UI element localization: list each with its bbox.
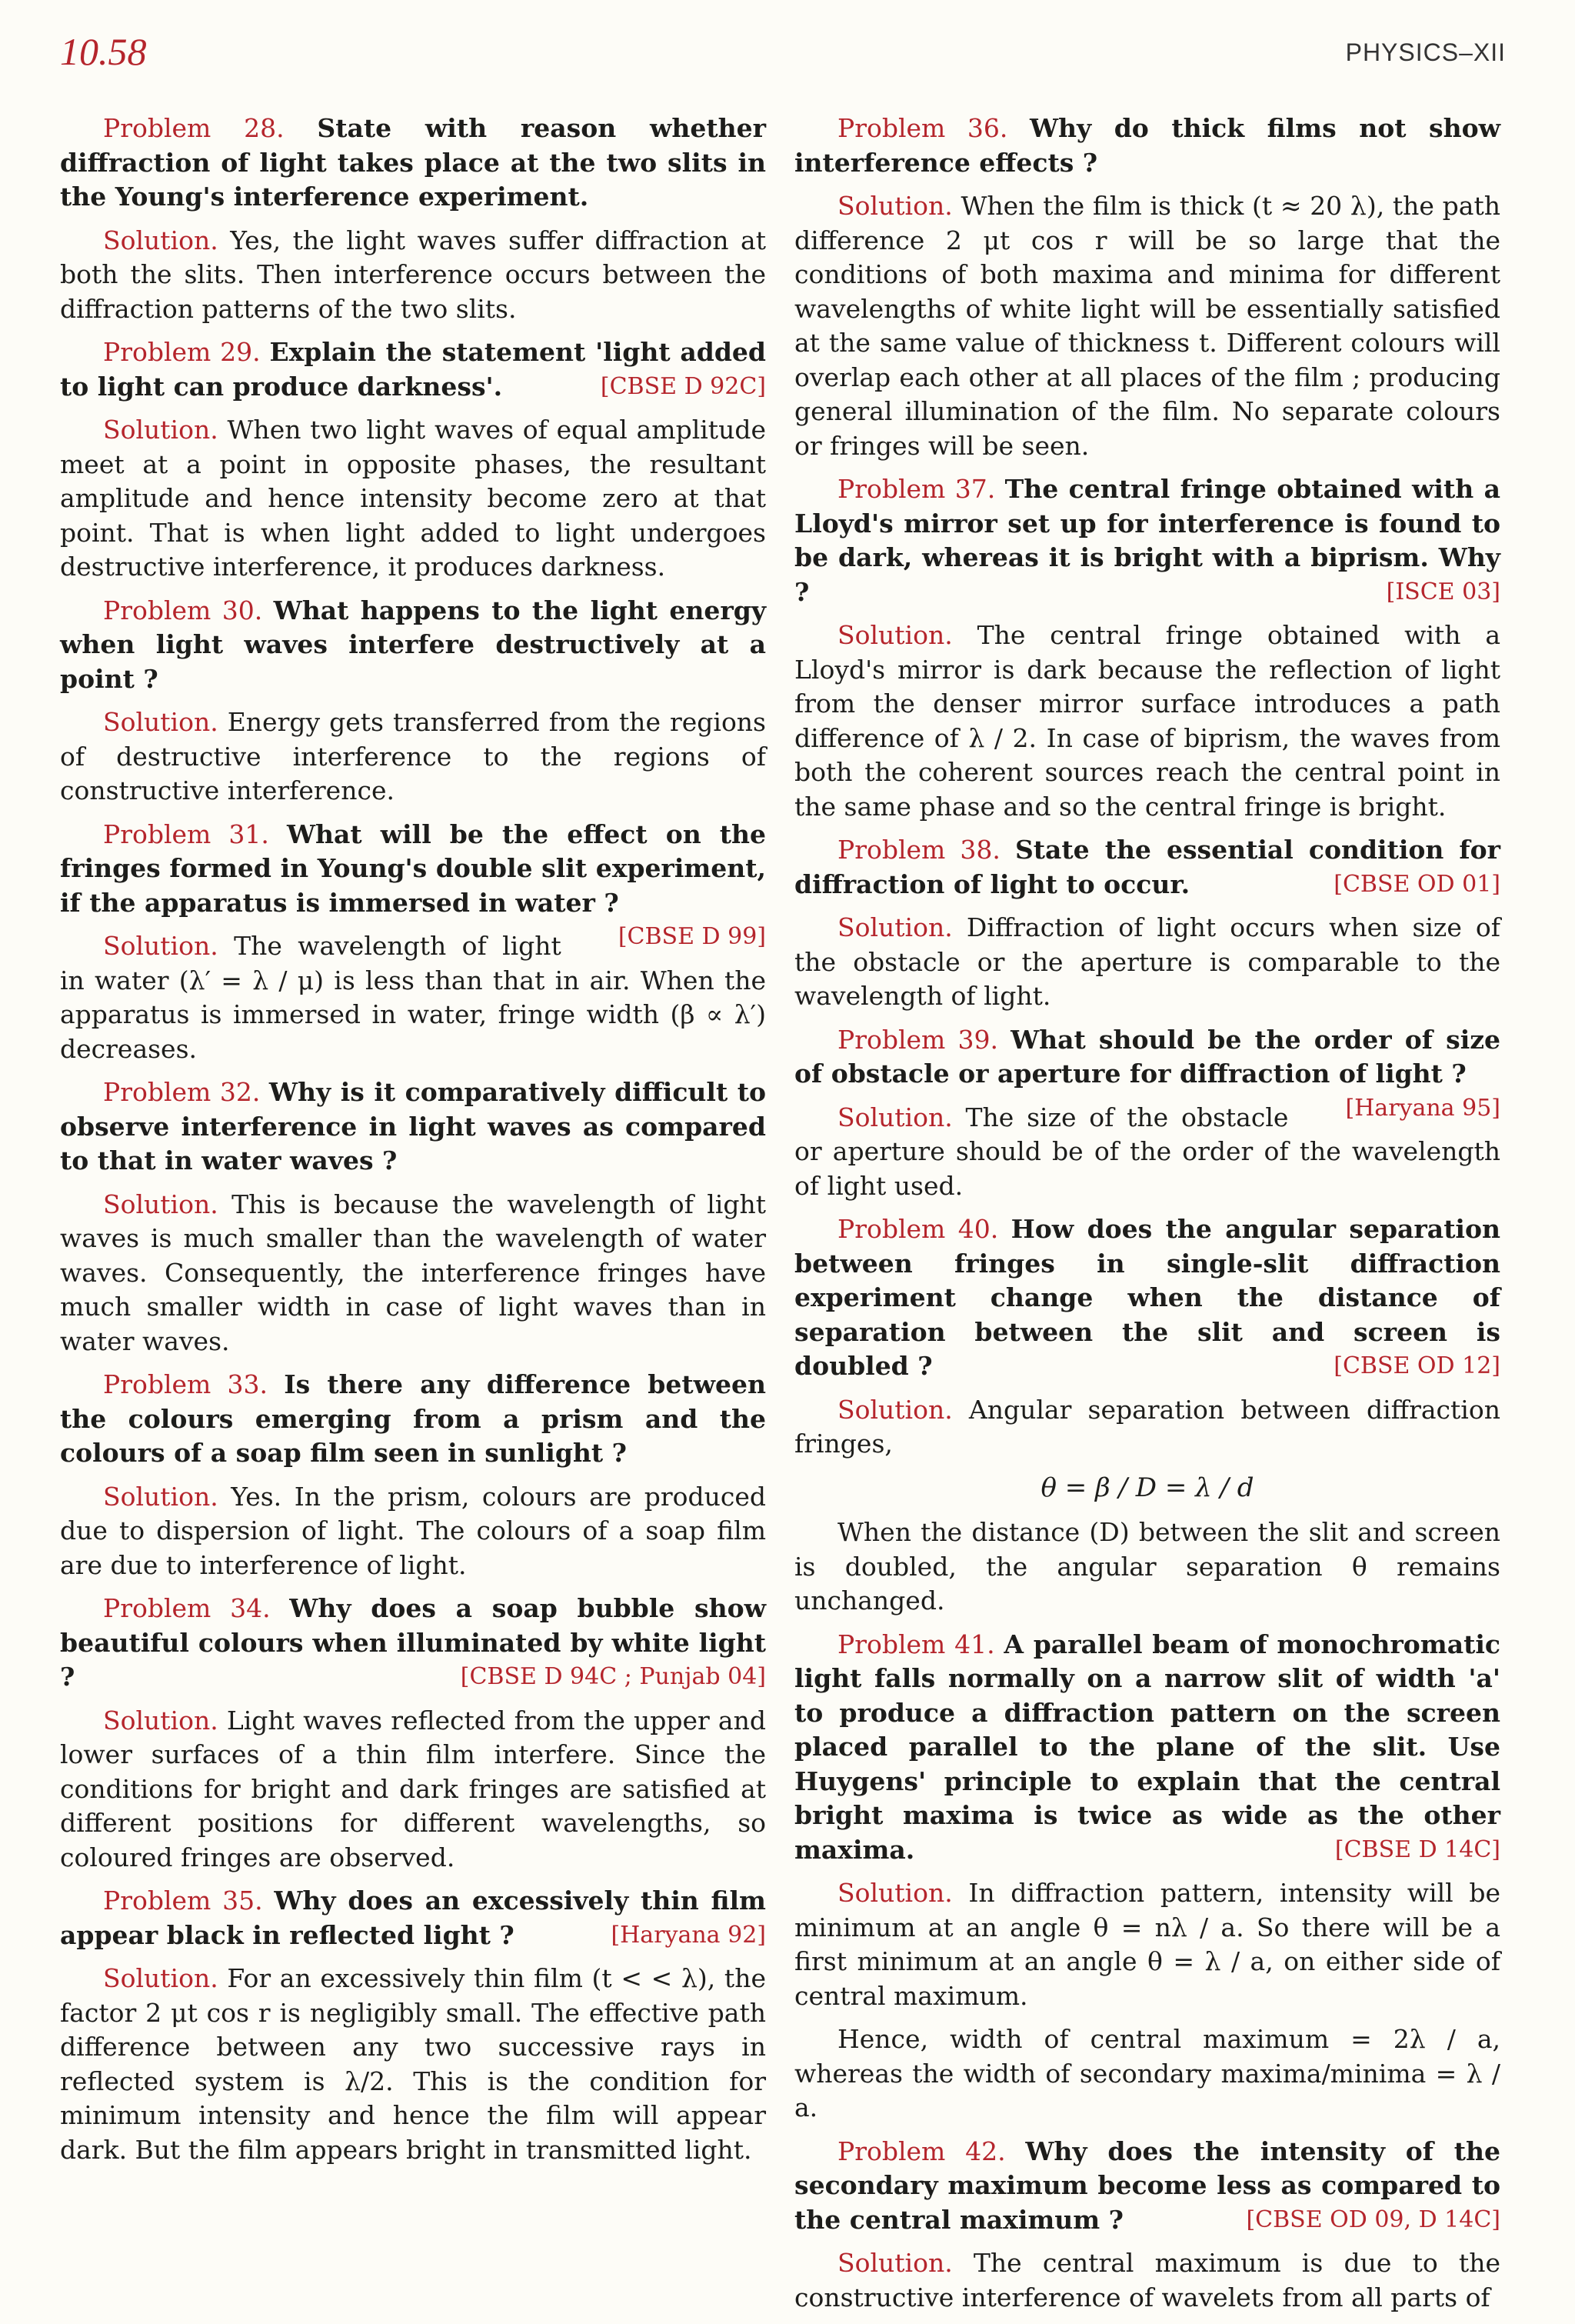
problem-35 — [60, 1884, 766, 1952]
solution-29 — [60, 413, 766, 585]
problem-40 — [794, 1212, 1500, 1384]
exam-reference: [Haryana 95] — [1345, 1094, 1500, 1122]
solution-label: Solution. — [837, 1102, 953, 1132]
solution-text: The wavelength of light in water (λ′ = λ / μ) is less than that in air. When the apparatus is immersed in water, fringe width (β ∝ λ′) decreases. — [60, 931, 766, 1064]
solution-label: Solution. — [103, 225, 218, 255]
problem-label: Problem 42. — [837, 2136, 1006, 2166]
exam-reference: [CBSE D 94C ; Punjab 04] — [460, 1663, 766, 1690]
running-title: PHYSICS–XII — [1345, 38, 1506, 66]
problem-label: Problem 35. — [103, 1886, 263, 1916]
problem-question: Explain the statement 'light added to light can produce darkness'. — [60, 337, 766, 402]
exam-reference: [Haryana 92] — [611, 1921, 766, 1949]
problem-41 — [794, 1628, 1500, 1868]
problem-label: Problem 31. — [103, 819, 269, 849]
problem-question: State with reason whether diffraction of light takes place at the two slits in the Young's interference experiment. — [60, 113, 767, 212]
solution-label: Solution. — [103, 931, 218, 961]
problem-29 — [60, 335, 766, 404]
problem-question: Why is it comparatively difficult to observe interference in light waves as compared to that in water waves ? — [60, 1077, 766, 1175]
solution-text: Yes. In the prism, colours are produced due to dispersion of light. The colours of a soap film are due to interference of light. — [60, 1481, 766, 1580]
problem-37 — [794, 472, 1500, 609]
solution-text: The size of the obstacle or aperture should be of the order of the wavelength of light used. — [794, 1102, 1500, 1201]
exam-reference: [CBSE OD 12] — [1334, 1352, 1500, 1379]
exam-reference: [CBSE D 14C] — [1334, 1836, 1500, 1863]
solution-text: Angular separation between diffraction fringes, — [794, 1394, 1500, 1459]
solution-34 — [60, 1704, 766, 1876]
problem-question: Why does a soap bubble show beautiful colours when illuminated by white light ? — [60, 1593, 766, 1692]
solution-30 — [60, 705, 766, 809]
problem-28 — [60, 112, 766, 215]
solution-41 — [794, 1876, 1500, 2013]
solution-28 — [60, 224, 766, 327]
solution-text: In diffraction pattern, intensity will be minimum at an angle θ = nλ / a. So there will be a first minimum at an angle θ = λ / a, on either side of central maximum. — [794, 1878, 1500, 2011]
solution-40 — [794, 1393, 1500, 1462]
solution-label: Solution. — [837, 2248, 953, 2278]
solution-38 — [794, 911, 1500, 1014]
left-column — [60, 112, 766, 2176]
solution-35 — [60, 1962, 766, 2167]
problem-question: A parallel beam of monochromatic light falls normally on a narrow slit of width 'a' to produce a diffraction pattern on the screen placed parallel to the plane of the slit. Use Huygens' principle to explain that the central bright maxima is twice as wide as the other maxima. — [794, 1629, 1500, 1865]
problem-label: Problem 38. — [837, 835, 1001, 865]
problem-question: State the essential condition for diffraction of light to occur. — [794, 835, 1500, 899]
problem-question: What happens to the light energy when light waves interfere destructively at a point ? — [60, 595, 766, 694]
problem-33 — [60, 1368, 766, 1471]
solution-label: Solution. — [103, 707, 218, 737]
solution-label: Solution. — [837, 191, 953, 221]
solution-label: Solution. — [103, 1481, 218, 1512]
problem-34 — [60, 1592, 766, 1695]
problem-label: Problem 32. — [103, 1077, 261, 1107]
equation-angular-separation: θ = β / D = λ / d — [1041, 1472, 1254, 1503]
solution-label: Solution. — [103, 1705, 218, 1735]
solution-42 — [794, 2246, 1500, 2315]
problem-label: Problem 37. — [837, 474, 996, 504]
solution-text: Diffraction of light occurs when size of the obstacle or the aperture is comparable to the wavelength of light. — [794, 912, 1501, 1011]
exam-reference: [CBSE OD 09, D 14C] — [1246, 2206, 1500, 2233]
problem-label: Problem 36. — [837, 113, 1008, 143]
solution-text: Light waves reflected from the upper and lower surfaces of a thin film interfere. Since the conditions for bright and dark fringes are satisfied at different positions for different wavelengths, so coloured fringes are observed. — [60, 1705, 766, 1872]
solution-32 — [60, 1188, 766, 1359]
solution-text: The central fringe obtained with a Lloyd's mirror is dark because the reflection of light from the denser mirror surface introduces a path difference of λ / 2. In case of biprism, the waves from both the coherent sources reach the central point in the same phase and so the central fringe is bright. — [794, 620, 1500, 822]
problem-label: Problem 28. — [103, 113, 285, 143]
solution-label: Solution. — [837, 1878, 953, 1908]
problem-question: Why does an excessively thin film appear black in reflected light ? — [60, 1886, 766, 1950]
exam-reference: [CBSE OD 01] — [1334, 870, 1500, 898]
solution-label: Solution. — [103, 1963, 218, 1993]
solution-text: The central maximum is due to the constructive interference of wavelets from all parts of — [794, 2248, 1500, 2312]
right-column — [794, 112, 1500, 2324]
problem-label: Problem 40. — [837, 1214, 999, 1244]
problem-32 — [60, 1075, 766, 1179]
solution-label: Solution. — [837, 1394, 953, 1425]
solution-text: When the film is thick (t ≈ 20 λ), the path difference 2 μt cos r will be so large that the conditions of both maxima and minima for different wavelengths of white light will be essentially satisfied at the same value of thickness t. Different colours will overlap each other at all places of the film ; producing general illumination of the film. No separate colours or fringes will be seen. — [794, 191, 1500, 461]
solution-text: This is because the wavelength of light waves is much smaller than the wavelength of water waves. Consequently, the interference fringes have much smaller width in case of light waves than in water waves. — [60, 1189, 766, 1356]
problem-label: Problem 41. — [837, 1629, 995, 1659]
problem-label: Problem 39. — [837, 1024, 998, 1055]
problem-label: Problem 30. — [103, 595, 263, 625]
problem-label: Problem 29. — [103, 337, 261, 367]
problem-question: Is there any difference between the colours emerging from a prism and the colours of a soap film seen in sunlight ? — [60, 1369, 766, 1468]
solution-continuation: When the distance (D) between the slit and screen is doubled, the angular separation θ remains unchanged. — [794, 1517, 1500, 1615]
solution-label: Solution. — [837, 912, 953, 942]
problem-question: The central fringe obtained with a Lloyd's mirror set up for interference is found to be dark, whereas it is bright with a biprism. Why ? — [794, 474, 1500, 607]
exam-reference: [ISCE 03] — [1386, 578, 1500, 605]
solution-text: Energy gets transferred from the regions of destructive interference to the regions of constructive interference. — [60, 707, 766, 805]
problem-question: What will be the effect on the fringes formed in Young's double slit experiment, if the apparatus is immersed in water ? — [60, 819, 767, 918]
solution-33 — [60, 1480, 766, 1583]
problem-36 — [794, 112, 1500, 180]
solution-label: Solution. — [837, 620, 953, 650]
solution-36 — [794, 189, 1500, 463]
exam-reference: [CBSE D 99] — [618, 923, 766, 950]
solution-continuation: Hence, width of central maximum = 2λ / a, whereas the width of secondary maxima/minima = λ / a. — [794, 2024, 1500, 2122]
problem-42 — [794, 2135, 1500, 2238]
solution-label: Solution. — [103, 1189, 218, 1219]
solution-label: Solution. — [103, 415, 218, 445]
problem-38 — [794, 833, 1500, 902]
problem-30 — [60, 594, 766, 697]
solution-text: Yes, the light waves suffer diffraction at both the slits. Then interference occurs between the diffraction patterns of the two slits. — [60, 225, 766, 324]
problem-question: Why does the intensity of the secondary maximum become less as compared to the central maximum ? — [794, 2136, 1500, 2235]
solution-text: For an excessively thin film (t < < λ), the factor 2 μt cos r is negligibly small. The effective path difference between any two successive rays in reflected system is λ/2. This is the condition for minimum intensity and hence the film will appear dark. But the film appears bright in transmitted light. — [60, 1963, 766, 2165]
solution-37 — [794, 619, 1500, 824]
problem-question: What should be the order of size of obstacle or aperture for diffraction of light ? — [794, 1024, 1500, 1089]
solution-text: When two light waves of equal amplitude meet at a point in opposite phases, the resultant amplitude and hence intensity become zero at that point. That is when light added to light undergoes destructive interference, it produces darkness. — [60, 415, 766, 582]
exam-reference: [CBSE D 92C] — [600, 372, 766, 400]
problem-label: Problem 33. — [103, 1369, 268, 1399]
problem-label: Problem 34. — [103, 1593, 271, 1623]
problem-question: How does the angular separation between fringes in single-slit diffraction experiment change when the distance of separation between the slit and screen is doubled ? — [794, 1214, 1500, 1381]
problem-question: Why do thick films not show interference effects ? — [794, 113, 1501, 178]
page-number: 10.58 — [60, 30, 147, 73]
